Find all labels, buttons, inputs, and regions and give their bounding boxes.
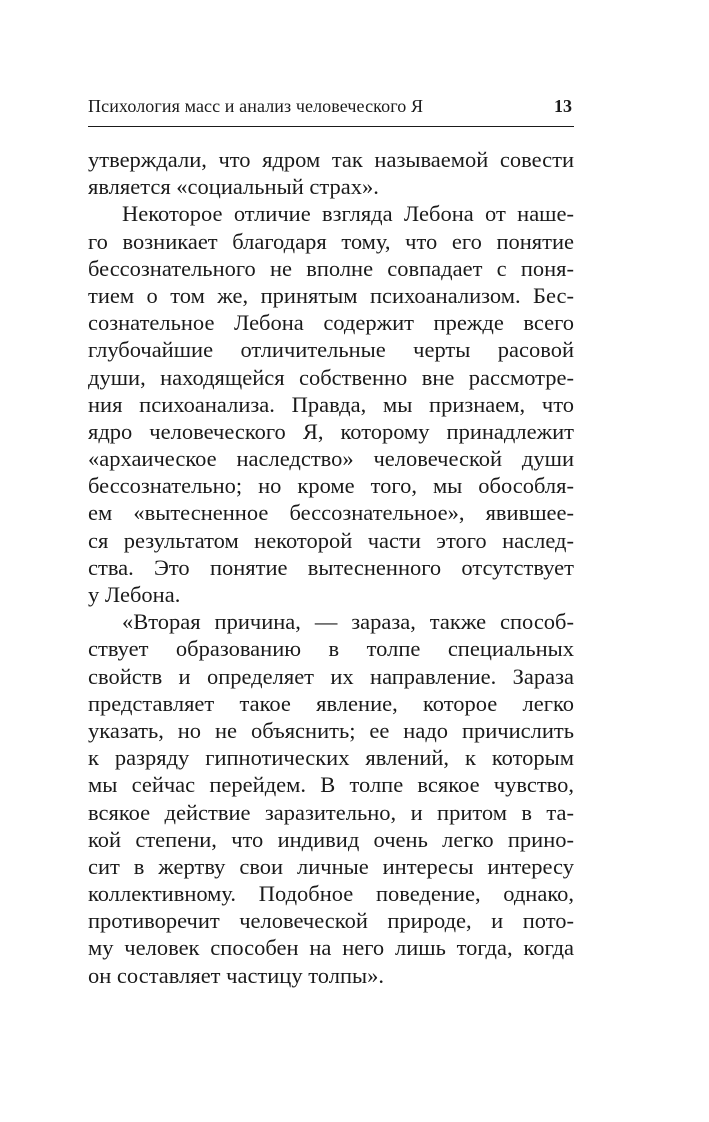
body-text [88,146,574,989]
text-line: «архаическое наследство» человеческой души [88,446,574,472]
text-line: представляет такое явление, которое легко [88,690,574,716]
text-line: бессознательного не вполне совпадает с поня- [88,255,574,281]
text-line: указать, но не объяснить; ее надо причислить [88,717,574,743]
text-line: мы сейчас перейдем. В толпе всякое чувство, [88,772,574,798]
text-line: он составляет частицу толпы». [88,962,384,988]
text-line: коллективному. Подобное поведение, однако, [88,881,574,907]
text-line: души, находящейся собственно вне рассмотре- [88,364,574,390]
text-line: является «социальный страх». [88,174,379,200]
text-line: го возникает благодаря тому, что его понятие [88,228,574,254]
text-line: у Лебона. [88,582,181,607]
text-line: сит в жертву свои личные интересы интересу [88,853,574,879]
text-line: утверждали, что ядром так называемой совести [88,147,574,172]
text-line: ядро человеческого Я, которому принадлежит [88,418,574,444]
text-line: свойств и определяет их направление. Зараза [88,663,574,689]
text-line: Некоторое отличие взгляда Лебона от наше- [122,201,574,227]
text-line: к разряду гипнотических явлений, к которым [88,745,574,771]
text-line: «Вторая причина, — зараза, также способ- [122,609,574,635]
text-line: бессознательно; но кроме того, мы обособля- [88,473,574,499]
text-line: глубочайшие отличительные черты расовой [88,337,574,363]
running-header [88,94,574,124]
text-line: тием о том же, принятым психоанализом. Бес- [88,282,574,308]
page-number: 13 [554,96,572,116]
text-line: му человек способен на него лишь тогда, когда [88,935,574,961]
text-line: ся результатом некоторой части этого наслед- [88,527,574,553]
text-line: сознательное Лебона содержит прежде всего [88,310,574,336]
text-line: противоречит человеческой природе, и пото- [88,908,574,934]
text-line: ем «вытесненное бессознательное», явившее- [88,500,574,526]
running-title: Психология масс и анализ человеческого Я [88,96,424,116]
text-line: кой степени, что индивид очень легко прино- [88,826,574,852]
text-line: ния психоанализа. Правда, мы признаем, что [88,391,574,417]
text-line: всякое действие заразительно, и притом в та- [88,799,574,825]
header-divider [88,126,574,127]
text-line: ства. Это понятие вытесненного отсутствует [88,554,574,580]
text-line: ствует образованию в толпе специальных [88,636,574,662]
